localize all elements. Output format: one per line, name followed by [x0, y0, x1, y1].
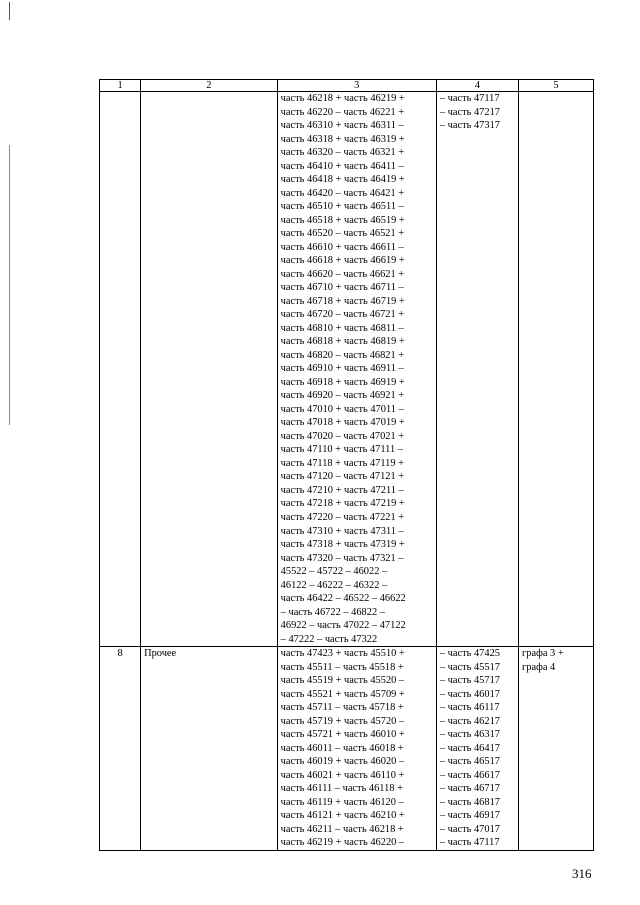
cell-line: – 47222 – часть 47322: [280, 633, 378, 645]
cell-line: часть 46011 – часть 46018 +: [280, 742, 404, 754]
column-header: 3: [277, 80, 436, 92]
table-row: [100, 92, 594, 647]
cell-line: – часть 46817: [439, 796, 500, 808]
formula-cell: [277, 92, 436, 647]
cell-line: часть 46620 – часть 46621 +: [280, 268, 405, 280]
row-name-cell: Прочее: [141, 647, 278, 851]
cell-line: часть 45721 + часть 46010 +: [280, 729, 405, 741]
cell-line: часть 45519 + часть 45520 –: [280, 675, 405, 687]
cell-line: часть 46810 + часть 46811 –: [280, 322, 404, 334]
cell-line: часть 46218 + часть 46219 +: [280, 93, 405, 104]
cell-line: часть 46410 + часть 46411 –: [280, 160, 404, 172]
deduction-cell: [436, 92, 518, 647]
cell-line: часть 47320 – часть 47321 –: [280, 552, 404, 564]
cell-line: – часть 47217: [439, 106, 500, 118]
cell-line: часть 46610 + часть 46611 –: [280, 241, 404, 253]
cell-line: часть 46422 – 46522 – 46622: [280, 593, 406, 605]
cell-line: часть 46420 – часть 46421 +: [280, 187, 405, 199]
cell-line: часть 46019 + часть 46020 –: [280, 756, 405, 768]
cell-line: – часть 47017: [439, 823, 500, 835]
cell-line: часть 46510 + часть 46511 –: [280, 201, 404, 213]
cell-line: часть 45711 – часть 45718 +: [280, 702, 404, 714]
cell-line: – часть 46217: [439, 715, 500, 727]
cell-line: – часть 47117: [439, 93, 500, 104]
data-table: [99, 79, 594, 851]
cell-line: часть 46918 + часть 46919 +: [280, 376, 405, 388]
note-cell: [519, 92, 594, 647]
cell-line: – часть 46722 – 46822 –: [280, 606, 385, 618]
cell-line: часть 47220 – часть 47221 +: [280, 511, 405, 523]
cell-line: – часть 47425: [439, 648, 500, 660]
cell-line: часть 46920 – часть 46921 +: [280, 390, 405, 402]
cell-line: часть 47110 + часть 47111 –: [280, 444, 403, 456]
cell-line: – часть 46017: [439, 688, 500, 700]
cell-line: часть 47010 + часть 47011 –: [280, 403, 404, 415]
cell-line: часть 45511 – часть 45518 +: [280, 661, 404, 673]
cell-line: – часть 46517: [439, 756, 500, 768]
deduction-cell: [436, 647, 518, 851]
cell-line: 46122 – 46222 – 46322 –: [280, 579, 388, 591]
cell-line: – часть 45717: [439, 675, 500, 687]
cell-line: часть 46910 + часть 46911 –: [280, 363, 404, 375]
cell-line: часть 46520 – часть 46521 +: [280, 228, 405, 240]
cell-line: – часть 46317: [439, 729, 500, 741]
note-cell: [519, 647, 594, 851]
cell-line: часть 46211 – часть 46218 +: [280, 823, 404, 835]
scan-artifact-line: [9, 145, 10, 425]
cell-line: часть 45521 + часть 45709 +: [280, 688, 405, 700]
cell-line: часть 46818 + часть 46819 +: [280, 336, 405, 348]
cell-line: графа 4: [522, 661, 556, 673]
column-header: 4: [436, 80, 518, 92]
cell-line: часть 47423 + часть 45510 +: [280, 648, 405, 660]
table-header-row: [100, 80, 594, 92]
cell-line: – часть 46117: [439, 702, 500, 714]
cell-line: часть 46320 – часть 46321 +: [280, 147, 405, 159]
column-header: 2: [141, 80, 278, 92]
cell-line: часть 46710 + часть 46711 –: [280, 282, 404, 294]
cell-line: часть 47318 + часть 47319 +: [280, 539, 405, 551]
row-number-cell: [100, 92, 141, 647]
row-number-cell: 8: [100, 647, 141, 851]
cell-line: – часть 46717: [439, 783, 500, 795]
cell-line: часть 47020 – часть 47021 +: [280, 430, 405, 442]
cell-line: часть 46021 + часть 46110 +: [280, 769, 405, 781]
row-name-cell: [141, 92, 278, 647]
formula-cell: [277, 647, 436, 851]
cell-line: часть 46111 – часть 46118 +: [280, 783, 403, 795]
cell-line: часть 45719 + часть 45720 –: [280, 715, 405, 727]
cell-line: часть 46720 – часть 46721 +: [280, 309, 405, 321]
page-number: 316: [572, 866, 592, 881]
cell-line: часть 47218 + часть 47219 +: [280, 498, 405, 510]
cell-line: 46922 – часть 47022 – 47122: [280, 620, 406, 632]
cell-line: – часть 45517: [439, 661, 500, 673]
cell-line: часть 46310 + часть 46311 –: [280, 120, 404, 132]
cell-line: – часть 46917: [439, 810, 500, 822]
cell-line: – часть 47117: [439, 837, 500, 849]
cell-line: часть 47018 + часть 47019 +: [280, 417, 405, 429]
cell-line: часть 46618 + часть 46619 +: [280, 255, 405, 267]
cell-line: часть 46820 – часть 46821 +: [280, 349, 405, 361]
cell-line: 45522 – 45722 – 46022 –: [280, 566, 388, 578]
cell-line: часть 47210 + часть 47211 –: [280, 484, 404, 496]
cell-line: часть 46518 + часть 46519 +: [280, 214, 405, 226]
cell-line: часть 46318 + часть 46319 +: [280, 133, 405, 145]
cell-line: часть 46220 – часть 46221 +: [280, 106, 405, 118]
cell-line: – часть 47317: [439, 120, 500, 132]
cell-line: часть 46418 + часть 46419 +: [280, 174, 405, 186]
cell-line: часть 47120 – часть 47121 +: [280, 471, 405, 483]
cell-line: часть 47310 + часть 47311 –: [280, 525, 404, 537]
cell-line: – часть 46617: [439, 769, 500, 781]
cell-line: часть 46119 + часть 46120 –: [280, 796, 404, 808]
column-header: 1: [100, 80, 141, 92]
cell-line: часть 46718 + часть 46719 +: [280, 295, 405, 307]
cell-line: графа 3 +: [522, 648, 564, 660]
table-row: [100, 647, 594, 851]
column-header: 5: [519, 80, 594, 92]
cell-line: часть 47118 + часть 47119 +: [280, 457, 405, 469]
cell-line: – часть 46417: [439, 742, 500, 754]
scan-artifact-line: [9, 2, 10, 20]
cell-line: часть 46219 + часть 46220 –: [280, 837, 405, 849]
cell-line: часть 46121 + часть 46210 +: [280, 810, 405, 822]
